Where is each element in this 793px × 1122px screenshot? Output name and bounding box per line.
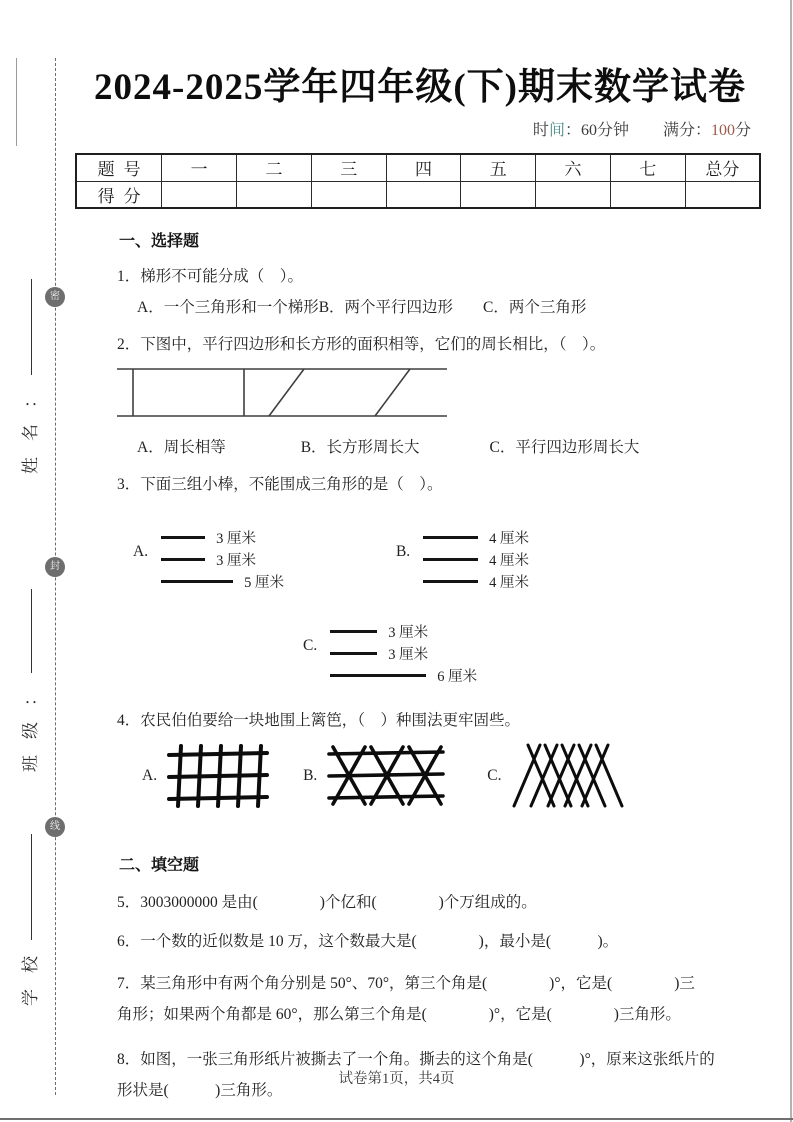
score-entry-cell[interactable] [461,181,536,208]
stick-length-label: 4 厘米 [489,552,530,569]
q3-group-a-label: A. [133,543,149,560]
school-blank-line[interactable] [31,834,32,940]
class-label-text: 班级： [21,673,40,772]
time-value: ：60分钟 [564,122,629,139]
school-label-text: 学校 [21,940,40,1006]
grid-fence-figure [167,744,269,808]
q4-fence-figures [142,742,765,810]
class-blank-line[interactable] [31,589,32,673]
q3-stick-groups-row1 [133,526,765,592]
question-8-line1: 8．如图，一张三角形纸片被撕去了一个角。撕去的这个角是( )°，原来这张纸片的 [117,1051,715,1068]
stick-line [423,580,478,583]
question-1-text: 1．梯形不可能分成（ ）。 [117,268,304,285]
stick-length-label: 3 厘米 [216,552,256,569]
scan-edge-right [790,0,792,1122]
score-header-cell: 六 [536,154,611,181]
q4-fence-b-label: B. [303,767,318,784]
q4-fence-a-label: A. [142,767,158,784]
score-entry-cell[interactable] [311,181,386,208]
score-header-cell: 一 [162,154,237,181]
score-entry-cell[interactable] [162,181,237,208]
fullscore-label: 满分： [662,122,711,139]
question-4-text: 4．农民伯伯要给一块地围上篱笆，（ ）种围法更牢固些。 [117,712,521,729]
q1-option-c: C．两个三角形 [483,299,587,316]
score-header-cell: 五 [461,154,536,181]
fullscore-value: 100 [710,122,735,139]
exam-info-line [75,117,765,140]
stick-line [330,630,377,633]
score-entry-cell[interactable] [536,181,611,208]
stick-line [330,652,377,655]
name-field-label [16,279,41,474]
score-table-score-row [76,181,760,208]
q4-fence-a [142,744,269,808]
q3-stick-groups-row2 [303,620,765,686]
page-footer: 试卷第1页，共4页 [338,1071,455,1087]
question-1-options [137,295,765,317]
question-3-text: 3．下面三组小棒，不能围成三角形的是（ ）。 [117,476,443,493]
score-entry-cell[interactable] [237,181,312,208]
q1-option-b: B．两个平行四边形 [318,299,454,316]
stick-length-label: 3 厘米 [388,624,429,641]
fullscore-suffix: 分 [734,122,751,139]
seal-stamp-xian: 线 [45,817,65,837]
seal-stamp-mi: 密 [45,287,65,307]
q2-option-c: C．平行四边形周长大 [489,439,640,456]
score-header-cell: 总分 [685,154,760,181]
zigzag-fence-figure [512,742,624,810]
school-field-label [16,834,41,1006]
stick-line [330,674,426,677]
q3-group-a-sticks [161,526,284,592]
section2-title: 二、填空题 [119,857,200,874]
time-label-part1: 时 [532,122,549,139]
name-label-text: 姓名： [21,375,40,474]
stick-line [161,580,233,583]
question-8-line2: 形状是( )三角形。 [117,1082,283,1099]
class-field-label [16,589,41,772]
question-7-line1: 7．某三角形中有两个角分别是 50°、70°，第三个角是( )°，它是( )三 [117,975,695,992]
score-header-cell: 四 [386,154,461,181]
score-header-cell: 二 [237,154,312,181]
stick-length-label: 3 厘米 [216,530,256,547]
score-entry-cell[interactable] [685,181,760,208]
q3-group-a [133,526,284,592]
q1-option-a: A．一个三角形和一个梯形 [137,299,319,316]
stick-line [423,558,478,561]
seal-stamp-feng: 封 [45,557,65,577]
q3-group-b-label: B. [395,543,411,560]
stick-line [423,536,478,539]
q3-group-b [396,526,529,592]
stick-length-label: 4 厘米 [489,574,530,591]
q2-option-a: A．周长相等 [137,439,226,456]
score-entry-cell[interactable] [610,181,685,208]
main-content [75,0,765,1106]
score-header-cell: 七 [610,154,685,181]
question-2-text: 2．下图中，平行四边形和长方形的面积相等，它们的周长相比，（ ）。 [117,336,606,353]
score-row-label: 得分 [76,181,162,208]
score-table-header-row [76,154,760,181]
stick-length-label: 3 厘米 [388,646,429,663]
q3-group-c-label: C. [303,637,318,654]
scan-edge-bottom [0,1118,793,1120]
stick-length-label: 5 厘米 [244,574,284,591]
time-label-part2: 间 [548,122,565,139]
question-5-text: 5．3003000000 是由( )个亿和( )个万组成的。 [117,894,537,911]
question-7-line2: 角形；如果两个角都是 60°，那么第三个角是( )°，它是( )三角形。 [117,1006,681,1023]
q3-group-c [303,620,477,686]
q3-group-c-sticks [330,620,477,686]
question-6-text: 6．一个数的近似数是 10 万，这个数最大是( )，最小是( )。 [117,933,619,950]
stick-line [161,536,205,539]
score-table [75,153,761,209]
stick-length-label: 6 厘米 [437,668,478,685]
scan-edge-top-left [16,58,17,146]
page-title: 2024-2025学年四年级(下)期末数学试卷 [94,67,746,108]
score-entry-cell[interactable] [386,181,461,208]
stick-line [161,558,205,561]
q4-fence-b [303,744,447,808]
q4-fence-c-label: C. [487,767,502,784]
score-header-cell: 题号 [76,154,162,181]
q4-fence-c [487,742,623,810]
score-header-cell: 三 [311,154,386,181]
name-blank-line[interactable] [31,279,32,375]
question-2-options [137,435,765,457]
q3-group-b-sticks [423,526,529,592]
section1-title: 一、选择题 [119,233,200,250]
cross-fence-figure [327,744,447,808]
q2-option-b: B．长方形周长大 [300,439,420,456]
stick-length-label: 4 厘米 [489,530,530,547]
q2-parallelogram-rectangle-figure [117,363,447,421]
